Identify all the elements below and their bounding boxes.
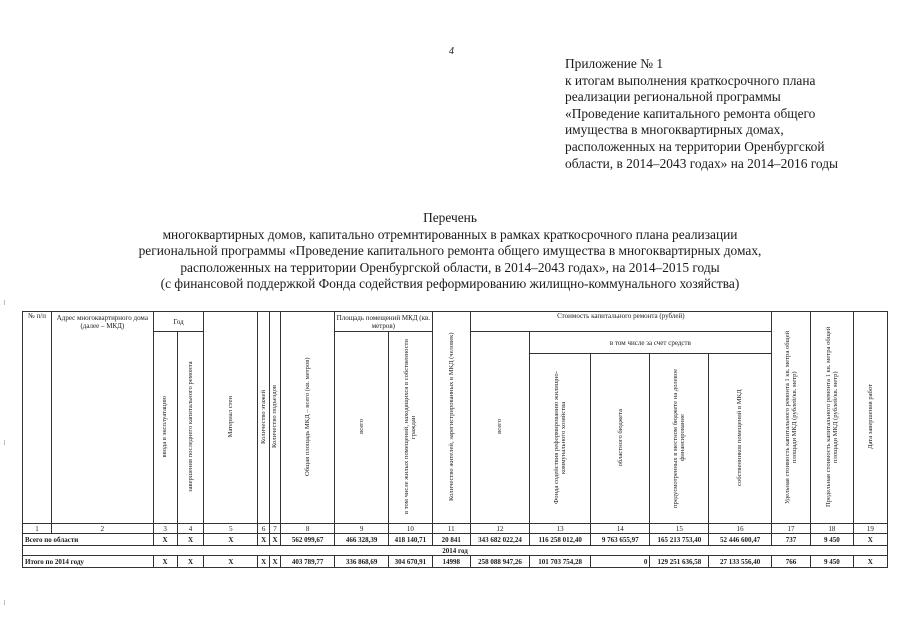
title-line: расположенных на территории Оренбургской области, в 2014–2043 годах», на 2014–2015 годы [180,259,720,275]
appendix-line: расположенных на территории Оренбургской [565,138,825,154]
cell-owners: 52 446 600,47 [709,534,771,546]
cell-x: X [177,556,204,568]
col-num: 14 [591,524,650,534]
cell-x: X [258,556,269,568]
col-num: 3 [153,524,177,534]
appendix-line: Приложение № 1 [565,56,664,71]
cell-fund: 116 258 012,40 [530,534,591,546]
row-label: Всего по области [23,534,154,546]
col-num: 16 [709,524,771,534]
document-title [60,210,840,293]
header-year-commission: ввода в эксплуатацию [153,332,177,524]
appendix-line: реализации региональной программы [565,89,781,105]
buildings-table [22,311,888,568]
header-cost-including: в том числе за счет средств [530,332,772,354]
col-num: 8 [281,524,335,534]
col-num: 7 [269,524,280,534]
col-num: 12 [470,524,529,534]
header-floors: Количество этажей [258,312,269,524]
year-row [23,546,888,556]
scan-mark [4,440,5,445]
col-num: 6 [258,524,269,534]
header-regional: областного бюджета [591,354,650,524]
header-max-cost: Предельная стоимость капитального ремонта 1 кв. метра общей площади МКД (рублей/кв. метр) [811,312,854,524]
appendix-line: к итогам выполнения краткосрочного плана [565,72,816,88]
cell-premises-private: 418 140,71 [389,534,433,546]
cell-premises-total: 466 328,39 [335,534,389,546]
title-line: многоквартирных домов, капитально отремнтированных в рамках краткосрочного плана реализации [162,226,738,242]
cell-completion: X [853,534,887,546]
cell-x: X [177,534,204,546]
cell-unit-cost: 766 [771,556,810,568]
header-cost-total: всего [470,332,529,524]
header-fund: Фонда содействия реформированию жилищно-коммунального хозяйства [530,354,591,524]
cell-residents: 20 841 [432,534,470,546]
cell-local: 129 251 636,58 [650,556,709,568]
year-label: 2014 год [23,546,888,556]
cell-completion: X [853,556,887,568]
appendix-line: имущества в многоквартирных домах, [565,122,784,138]
col-num: 13 [530,524,591,534]
scan-mark [4,300,5,305]
page-number: 4 [449,46,454,57]
cell-total-area: 403 789,77 [281,556,335,568]
col-num: 18 [811,524,854,534]
column-number-row [23,524,888,534]
header-unit-cost: Удельная стоимость капитального ремонта 1 кв. метра общей площади МКД (рублей/кв. метр) [771,312,810,524]
col-num: 11 [432,524,470,534]
col-num: 10 [389,524,433,534]
appendix-line: «Проведение капитального ремонта общего [565,105,816,121]
col-num: 15 [650,524,709,534]
cell-x: X [269,556,280,568]
cell-total-area: 562 099,67 [281,534,335,546]
header-num: № п/п [23,312,52,524]
col-num: 4 [177,524,204,534]
table-row-total-region [23,534,888,546]
row-label: Итого по 2014 году [23,556,154,568]
cell-owners: 27 133 556,40 [709,556,771,568]
appendix-line: области, в 2014–2043 годах» на 2014–2016 годы [565,155,839,171]
col-num: 1 [23,524,52,534]
header-premises-total: всего [335,332,389,524]
cell-unit-cost: 737 [771,534,810,546]
header-wall-material: Материал стен [204,312,258,524]
cell-regional: 0 [591,556,650,568]
header-year-last-repair: завершения последнего капитального ремонта [177,332,204,524]
header-residents: Количество жителей, зарегистрированных в МКД (человек) [432,312,470,524]
cell-x: X [269,534,280,546]
header-completion: Дата завершения работ [853,312,887,524]
cell-residents: 14998 [432,556,470,568]
cell-x: X [258,534,269,546]
cell-x: X [153,556,177,568]
header-premises-private: в том числе жилых помещений, находящихся в собственности граждан [389,332,433,524]
cell-local: 165 213 753,40 [650,534,709,546]
cell-premises-total: 336 868,69 [335,556,389,568]
col-num: 5 [204,524,258,534]
col-num: 19 [853,524,887,534]
col-num: 17 [771,524,810,534]
cell-fund: 101 703 754,28 [530,556,591,568]
col-num: 2 [52,524,154,534]
cell-max-cost: 9 450 [811,556,854,568]
header-premises-area: Площадь помещений МКД (кв. метров) [335,312,432,332]
header-total-area: Общая площадь МКД – всего (кв. метров) [281,312,335,524]
cell-max-cost: 9 450 [811,534,854,546]
cell-x: X [204,534,258,546]
scan-mark [4,600,5,605]
title-line: Перечень [423,210,477,225]
cell-cost-total: 343 682 022,24 [470,534,529,546]
header-address: Адрес многоквартирного дома (далее – МКД) [52,312,154,524]
cell-premises-private: 304 670,91 [389,556,433,568]
table-row-total-2014 [23,556,888,568]
header-entrances: Количество подъездов [269,312,280,524]
header-cost: Стоимость капитального ремонта (рублей) [470,312,771,332]
title-line: региональной программы «Проведение капитального ремонта общего имущества в многоквартирных домах, [138,243,762,259]
header-local: предусмотренных в местном бюджете на долевое финансирование [650,354,709,524]
cell-x: X [153,534,177,546]
header-year: Год [153,312,204,332]
col-num: 9 [335,524,389,534]
title-line: (с финансовой поддержкой Фонда содействия реформированию жилищно-коммунального хозяйства) [160,276,740,292]
cell-regional: 9 763 655,97 [591,534,650,546]
cell-cost-total: 258 088 947,26 [470,556,529,568]
appendix-block [565,56,895,172]
cell-x: X [204,556,258,568]
header-owners: собственников помещений в МКД [709,354,771,524]
